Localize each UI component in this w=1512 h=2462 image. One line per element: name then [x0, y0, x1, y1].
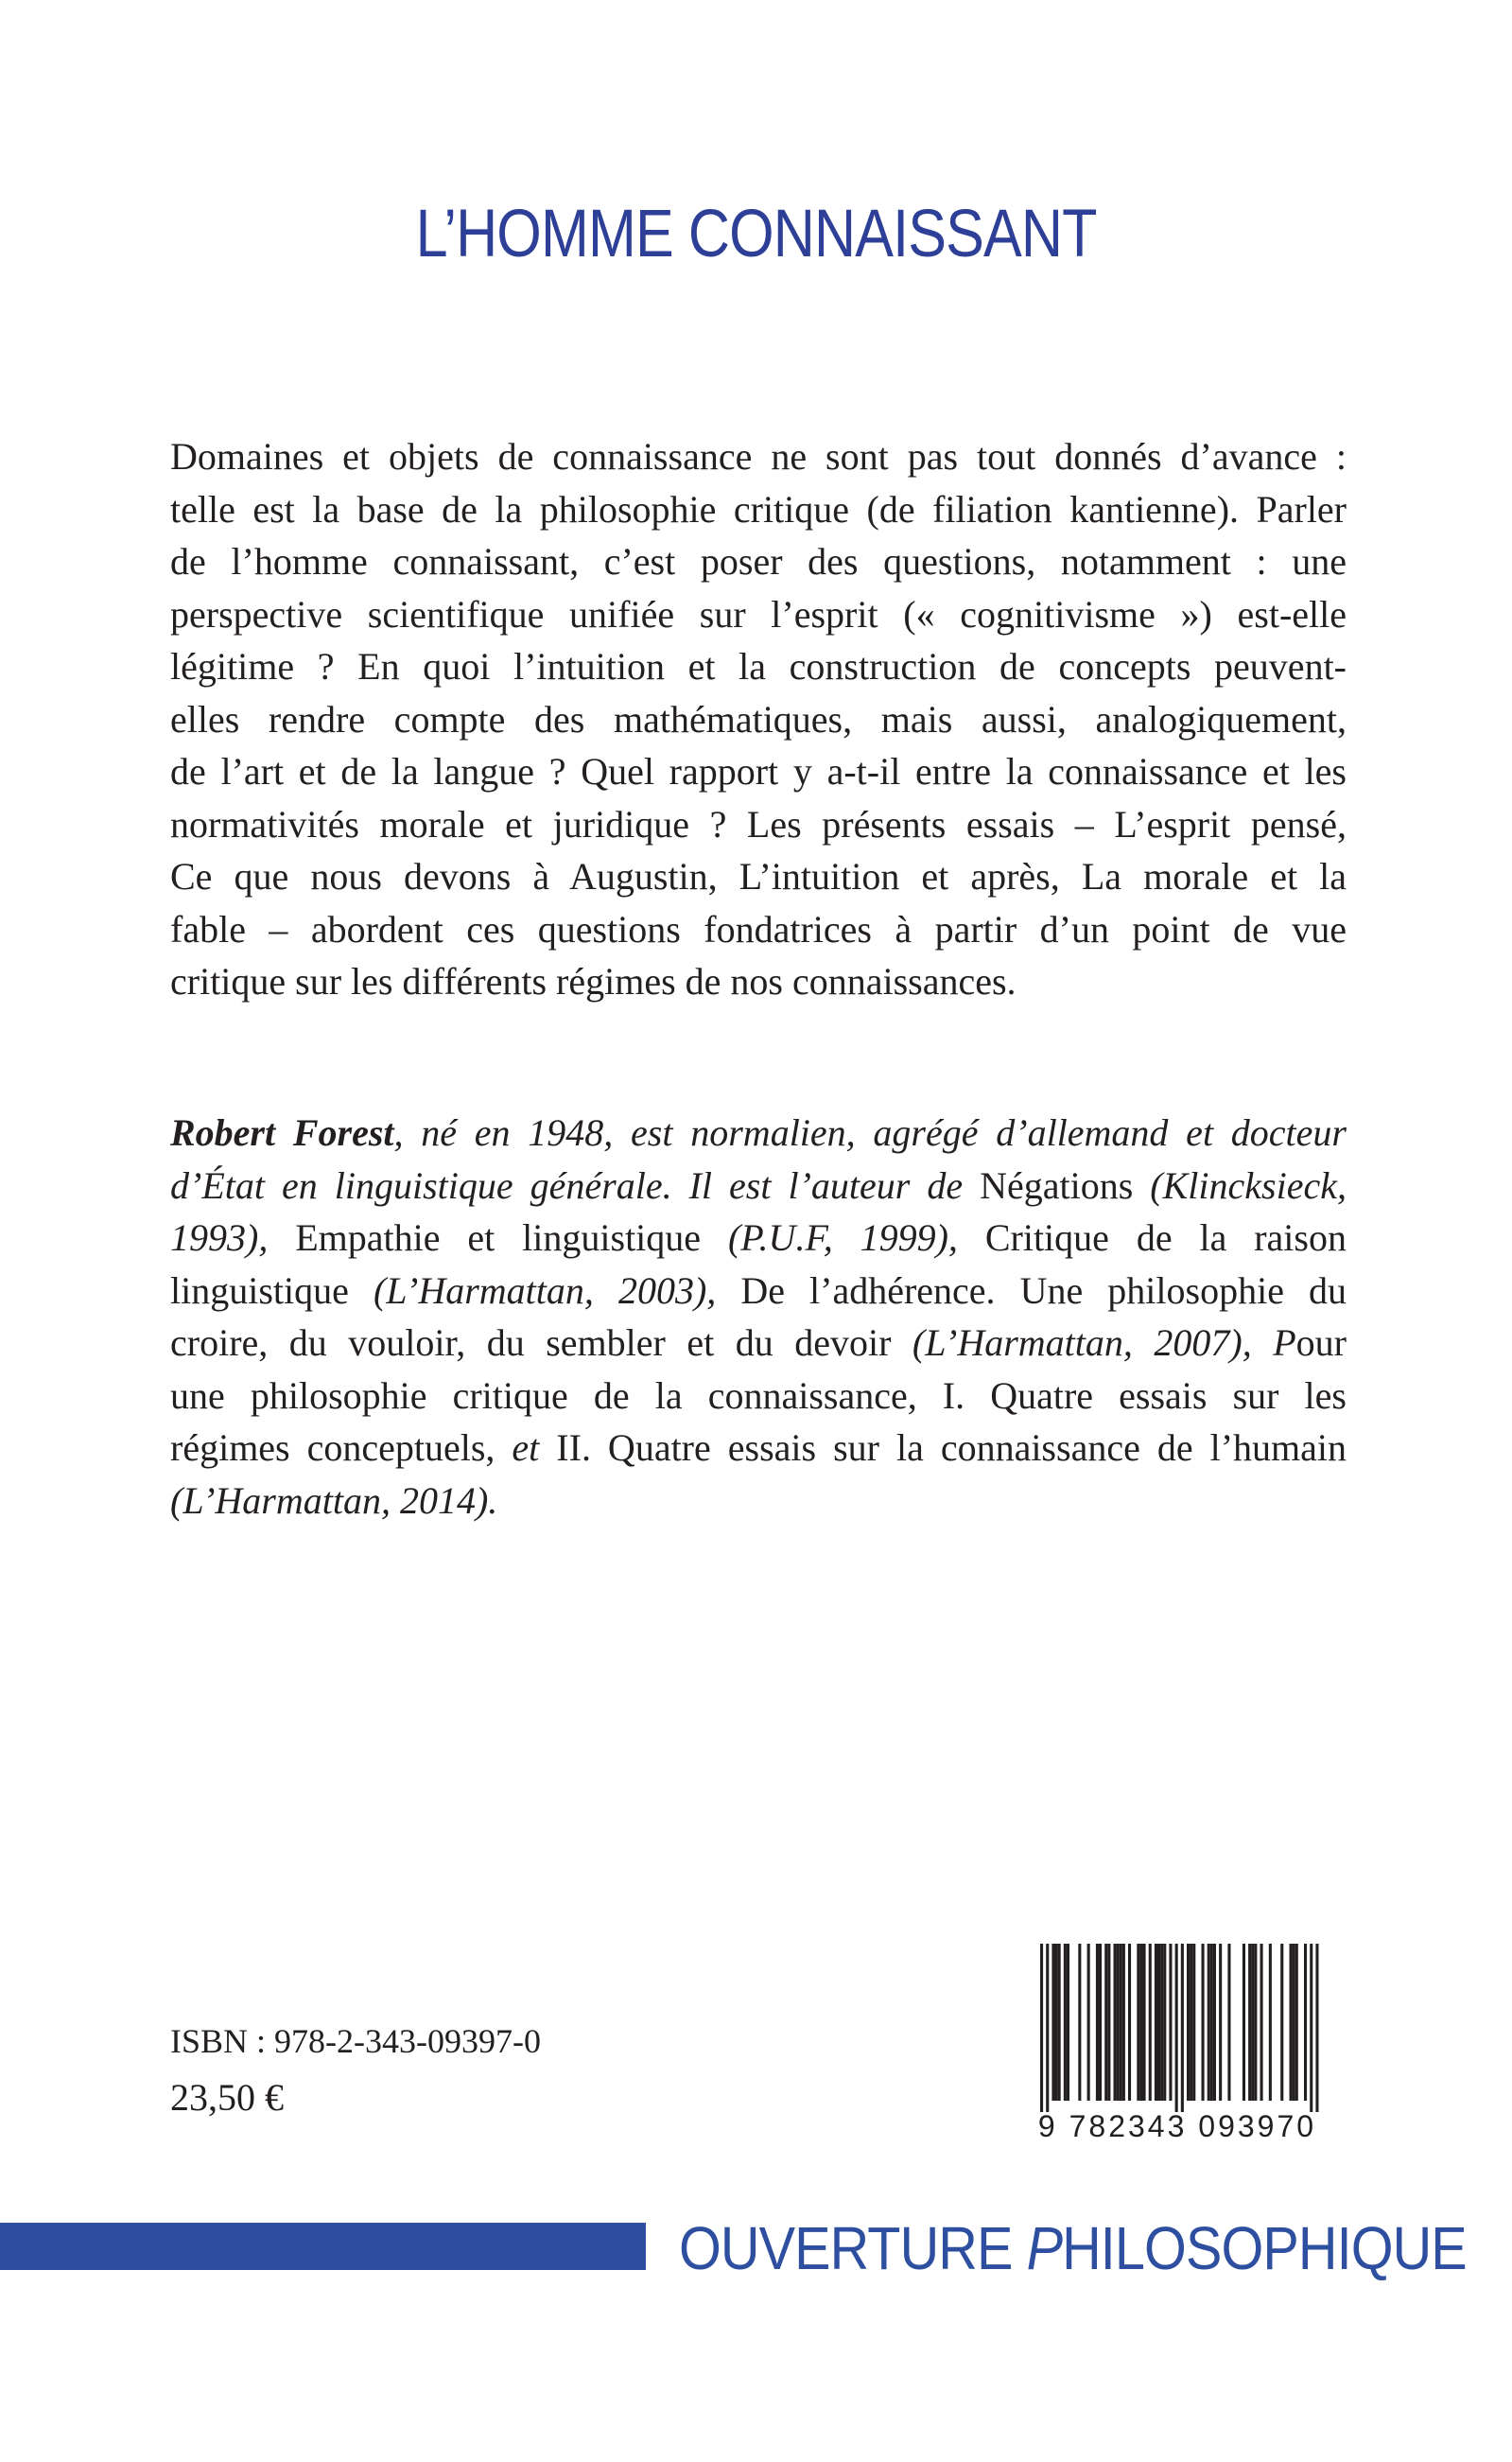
barcode-bar — [1122, 1944, 1125, 2101]
barcode-bar — [1160, 1944, 1163, 2101]
barcode-bar — [1087, 1944, 1090, 2101]
bio-text: d’État en linguistique générale. Il est l’auteur de — [170, 1163, 981, 1207]
bio-line — [170, 1212, 1347, 1265]
summary-line: fable – abordent ces questions fondatrices à partir d’un point de vue — [170, 907, 1347, 951]
series-name-part: HILOSOPHIQUE — [1062, 2214, 1467, 2282]
barcode-bar — [1055, 1944, 1058, 2101]
summary-line: de l’homme connaissant, c’est poser des questions, notamment : une — [170, 540, 1347, 583]
barcode — [1012, 1944, 1344, 2142]
barcode-graphic — [1012, 1944, 1344, 2142]
price-text: 23,50 € — [170, 2076, 284, 2119]
barcode-bar — [1208, 1944, 1210, 2101]
barcode-bar — [1051, 1944, 1054, 2101]
barcode-bar — [1280, 1944, 1283, 2101]
barcode-bar — [1104, 1944, 1107, 2101]
barcode-bar — [1251, 1944, 1254, 2101]
barcode-bar — [1269, 1944, 1272, 2101]
barcode-bar — [1295, 1944, 1298, 2101]
barcode-bar — [1304, 1944, 1307, 2101]
barcode-bar — [1210, 1944, 1213, 2101]
barcode-bar — [1096, 1944, 1099, 2101]
barcode-bar — [1120, 1944, 1122, 2101]
book-reference: Critique de la raison — [957, 1216, 1347, 1259]
barcode-bar — [1157, 1944, 1160, 2101]
book-reference: croire, du vouloir, du sembler et du devoir — [170, 1321, 912, 1364]
summary-line: de l’art et de la langue ? Quel rapport y a-t-il entre la connaissance et les — [170, 750, 1347, 793]
isbn-text: ISBN : 978-2-343-09397-0 — [170, 2022, 541, 2060]
barcode-bar — [1248, 1944, 1251, 2101]
barcode-bar — [1058, 1944, 1061, 2101]
barcode-bar — [1219, 1944, 1222, 2101]
book-reference: régimes conceptuels, — [170, 1426, 495, 1469]
book-reference: Empathie et linguistique — [268, 1216, 728, 1259]
barcode-bar — [1128, 1944, 1131, 2101]
barcode-bar — [1155, 1944, 1157, 2101]
bio-line — [170, 1107, 1347, 1160]
barcode-bar — [1190, 1944, 1192, 2101]
barcode-bar — [1114, 1944, 1117, 2101]
bio-text: , né en 1948, est normalien, agrégé d’allemand et docteur — [393, 1111, 1347, 1154]
barcode-bar — [1260, 1944, 1263, 2101]
summary-line: légitime ? En quoi l’intuition et la construction de concepts peuvent- — [170, 645, 1347, 688]
barcode-bar — [1310, 1944, 1312, 2112]
author-bio — [170, 1107, 1347, 1527]
bio-line — [170, 1265, 1347, 1318]
barcode-digits: 9 782343 093970 — [1037, 2109, 1317, 2142]
bio-line — [170, 1370, 1347, 1423]
barcode-bar — [1181, 1944, 1184, 2112]
summary-line: Ce que nous devons à Augustin, L’intuition et après, La morale et la — [170, 855, 1347, 898]
barcode-bar — [1293, 1944, 1295, 2101]
bio-line — [170, 1317, 1347, 1370]
barcode-bar — [1040, 1944, 1043, 2112]
publisher-reference: (L’Harmattan, 2014). — [170, 1478, 498, 1522]
barcode-bar — [1192, 1944, 1195, 2101]
barcode-bar — [1143, 1944, 1146, 2101]
barcode-bar — [1137, 1944, 1139, 2101]
summary-line: critique sur les différents régimes de nos connaissances. — [170, 960, 1017, 1003]
book-reference: De l’adhérence. Une philosophie du — [716, 1268, 1347, 1312]
barcode-bar — [1187, 1944, 1190, 2101]
summary-line: perspective scientifique unifiée sur l’esprit (« cognitivisme ») est-elle — [170, 592, 1347, 636]
book-reference: Négations — [980, 1163, 1134, 1207]
book-reference: une philosophie critique de la connaissance, I. Quatre essais sur les — [170, 1373, 1347, 1417]
summary-text — [170, 430, 1347, 1008]
series-name-part: OUVERTURE — [679, 2214, 1027, 2282]
publisher-reference: (Klincksieck, — [1133, 1163, 1347, 1207]
summary-line: normativités morale et juridique ? Les présents essais – L’esprit pensé, — [170, 802, 1347, 846]
barcode-bar — [1078, 1944, 1081, 2101]
publisher-reference: 1993), — [170, 1216, 269, 1259]
book-reference: II. Quatre essais sur la connaissance de l’humain — [556, 1426, 1347, 1469]
series-name-part: P — [1026, 2214, 1063, 2282]
barcode-bar — [1046, 1944, 1049, 2112]
book-title: L’HOMME CONNAISSANT — [415, 197, 1097, 271]
barcode-bar — [1067, 1944, 1069, 2101]
barcode-bar — [1202, 1944, 1205, 2101]
barcode-bar — [1107, 1944, 1110, 2101]
bio-text: et — [495, 1426, 557, 1469]
barcode-bar — [1149, 1944, 1152, 2101]
book-reference: linguistique — [170, 1268, 374, 1312]
publisher-reference: (L’Harmattan, 2007), P — [912, 1321, 1296, 1364]
barcode-bar — [1290, 1944, 1293, 2101]
barcode-bar — [1169, 1944, 1172, 2101]
barcode-bar — [1254, 1944, 1257, 2101]
author-name: Robert Forest — [170, 1111, 394, 1154]
barcode-bar — [1227, 1944, 1230, 2101]
publisher-reference: (L’Harmattan, 2003), — [373, 1268, 717, 1312]
barcode-bar — [1064, 1944, 1067, 2101]
barcode-bar — [1243, 1944, 1245, 2101]
barcode-bar — [1315, 1944, 1318, 2112]
bio-line — [170, 1160, 1347, 1213]
barcode-bar — [1163, 1944, 1166, 2101]
barcode-bar — [1139, 1944, 1142, 2101]
series-name — [679, 2214, 1467, 2282]
barcode-bar — [1099, 1944, 1102, 2101]
publisher-reference: (P.U.F, 1999), — [727, 1216, 958, 1259]
barcode-bar — [1175, 1944, 1178, 2112]
summary-line: Domaines et objets de connaissance ne sont pas tout donnés d’avance : — [170, 435, 1347, 478]
bio-line — [170, 1475, 1347, 1528]
summary-line: elles rendre compte des mathématiques, mais aussi, analogiquement, — [170, 697, 1347, 741]
summary-line: telle est la base de la philosophie critique (de filiation kantienne). Parler — [170, 487, 1347, 531]
bio-line — [170, 1422, 1347, 1475]
book-reference: our — [1295, 1321, 1347, 1364]
barcode-bar — [1117, 1944, 1120, 2101]
series-color-bar — [0, 2223, 646, 2270]
barcode-bar — [1213, 1944, 1216, 2101]
